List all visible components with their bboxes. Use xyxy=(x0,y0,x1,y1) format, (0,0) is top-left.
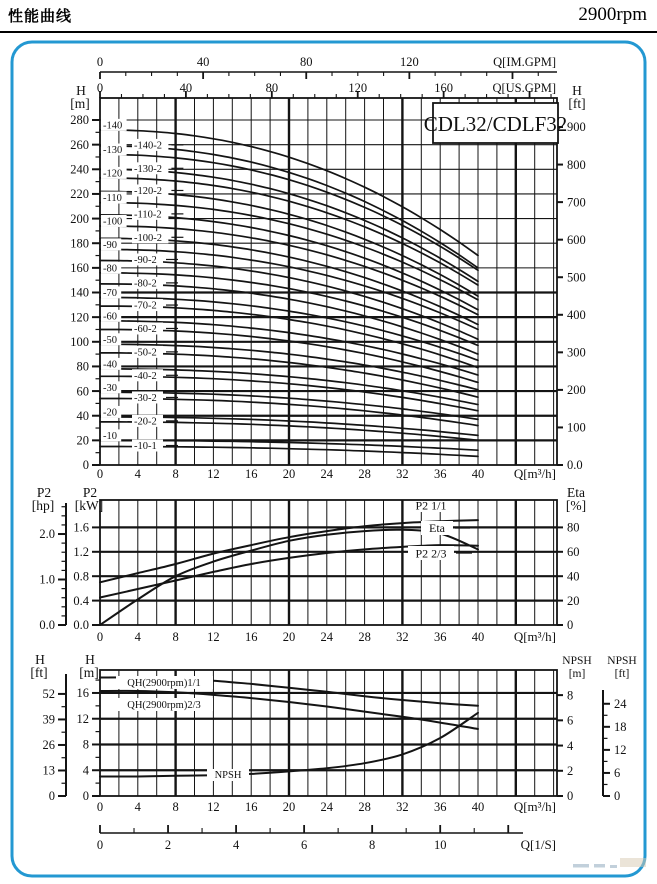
curve-label: -70 xyxy=(103,288,117,300)
tick-label: 0 xyxy=(567,618,574,633)
tick-label: 40 xyxy=(471,630,485,644)
curve-label: -120-2 xyxy=(134,186,162,198)
tick-label: 80 xyxy=(265,81,279,95)
axis-unit-label: Q[US.GPM] xyxy=(492,81,556,95)
tick-label: 0 xyxy=(567,789,574,804)
curve-label: -50-2 xyxy=(134,347,157,359)
curve-label: -40-2 xyxy=(134,370,157,382)
tick-label: 18 xyxy=(614,720,627,735)
tick-label: 32 xyxy=(396,630,409,644)
curve-label: -130-2 xyxy=(134,163,162,175)
series-label: Eta xyxy=(429,521,445,535)
tick-label: 4 xyxy=(134,630,141,644)
tick-label: 120 xyxy=(399,55,419,69)
tick-label: 39 xyxy=(42,712,55,727)
tick-label: 140 xyxy=(70,285,89,300)
watermark xyxy=(594,864,605,868)
curve-label: -20-2 xyxy=(134,416,157,428)
tick-label: 32 xyxy=(396,800,409,814)
curve-label: -40 xyxy=(103,359,117,371)
curve-label: -60-2 xyxy=(134,324,157,336)
series-label: P2 2/3 xyxy=(415,546,447,561)
curve-label: -140-2 xyxy=(134,140,162,152)
rpm-label: 2900rpm xyxy=(578,4,647,25)
tick-label: 20 xyxy=(76,433,89,448)
curve-label: -110-2 xyxy=(134,209,162,221)
tick-label: 4 xyxy=(134,800,141,814)
axis-title: [hp] xyxy=(31,498,55,513)
watermark xyxy=(573,864,589,868)
tick-label: 16 xyxy=(244,800,258,814)
tick-label: 40 xyxy=(471,467,485,481)
watermark xyxy=(620,858,646,867)
tick-label: 20 xyxy=(282,800,296,814)
tick-label: 12 xyxy=(207,630,220,644)
tick-label: 80 xyxy=(299,55,313,69)
tick-label: 0 xyxy=(96,467,104,481)
curve-label: -80 xyxy=(103,263,117,275)
curve-label: -130 xyxy=(103,145,123,157)
axis-title: [ft] xyxy=(30,665,48,680)
series-label: QH(2900rpm)2/3 xyxy=(127,699,201,711)
tick-label: 2 xyxy=(164,838,172,852)
curve-label: -60 xyxy=(103,311,117,323)
tick-label: 300 xyxy=(567,345,586,360)
tick-label: 36 xyxy=(433,467,447,481)
tick-label: 6 xyxy=(300,838,308,852)
tick-label: 24 xyxy=(320,800,334,814)
tick-label: 0.0 xyxy=(39,618,55,633)
tick-label: 1.0 xyxy=(39,572,55,587)
axis-title: H xyxy=(76,83,86,98)
curve-label: -90-2 xyxy=(134,255,157,267)
tick-label: 4 xyxy=(232,838,240,852)
tick-label: 32 xyxy=(396,467,409,481)
axis-title: [m] xyxy=(79,665,99,680)
tick-label: 60 xyxy=(76,384,89,399)
tick-label: 500 xyxy=(567,270,586,285)
curve-label: -100 xyxy=(103,216,123,228)
curve-label: -10 xyxy=(103,430,117,442)
curve-label: -90 xyxy=(103,239,117,251)
tick-label: 120 xyxy=(70,310,89,325)
curve-label: -110 xyxy=(103,193,122,205)
tick-label: 12 xyxy=(207,467,220,481)
page-title: 性能曲线 xyxy=(8,7,73,25)
tick-label: 40 xyxy=(196,55,210,69)
curve-label: -30 xyxy=(103,382,117,394)
tick-label: 24 xyxy=(320,467,334,481)
curve-label: -10-1 xyxy=(134,441,157,453)
tick-label: 12 xyxy=(614,743,627,758)
tick-label: 20 xyxy=(282,467,296,481)
tick-label: 160 xyxy=(70,261,89,276)
tick-label: 400 xyxy=(567,307,586,322)
tick-label: 0 xyxy=(96,81,104,95)
curve-label: -80-2 xyxy=(134,278,157,290)
axis-title: NPSH xyxy=(607,655,637,667)
tick-label: 2.0 xyxy=(39,527,55,542)
tick-label: 700 xyxy=(567,195,586,210)
tick-label: 100 xyxy=(567,420,586,435)
tick-label: 36 xyxy=(433,800,447,814)
tick-label: 12 xyxy=(76,711,89,726)
tick-label: 24 xyxy=(320,630,334,644)
tick-label: 8 xyxy=(172,800,179,814)
tick-label: 26 xyxy=(42,738,55,753)
tick-label: 200 xyxy=(567,383,586,398)
tick-label: 36 xyxy=(433,630,447,644)
tick-label: 13 xyxy=(42,763,55,778)
tick-label: 52 xyxy=(42,687,55,702)
watermark xyxy=(610,865,617,868)
tick-label: 180 xyxy=(70,236,89,251)
axis-title: [ft] xyxy=(568,96,586,111)
axis-title: [m] xyxy=(70,96,90,111)
tick-label: 8 xyxy=(369,838,376,852)
curve-label: -20 xyxy=(103,407,117,419)
tick-label: 8 xyxy=(567,688,574,703)
tick-label: 40 xyxy=(471,800,485,814)
axis-title: NPSH xyxy=(562,655,592,667)
tick-label: 200 xyxy=(70,211,89,226)
tick-label: 0.0 xyxy=(73,618,89,633)
tick-label: 4 xyxy=(82,763,89,778)
tick-label: 2 xyxy=(567,763,574,778)
tick-label: 40 xyxy=(179,81,193,95)
tick-label: 28 xyxy=(358,800,371,814)
series-label: P2 1/1 xyxy=(415,498,447,513)
axis-title: [ft] xyxy=(614,668,630,680)
tick-label: 0 xyxy=(96,800,104,814)
tick-label: 60 xyxy=(567,545,580,559)
axis-title: [%] xyxy=(565,498,587,513)
tick-label: 0 xyxy=(96,55,104,69)
axis-title: P2 xyxy=(36,485,52,500)
tick-label: 24 xyxy=(614,696,627,711)
tick-label: 12 xyxy=(207,800,220,814)
tick-label: 0 xyxy=(96,630,104,644)
tick-label: 28 xyxy=(358,630,371,644)
tick-label: 8 xyxy=(82,737,89,752)
tick-label: 160 xyxy=(434,81,454,95)
curve-label: -140 xyxy=(103,120,123,132)
axis-unit-label: Q[m³/h] xyxy=(513,466,556,481)
tick-label: 0 xyxy=(614,789,621,804)
plot-frame xyxy=(100,98,557,465)
tick-label: 16 xyxy=(244,630,258,644)
tick-label: 1.2 xyxy=(73,545,89,559)
tick-label: 4 xyxy=(567,738,574,753)
tick-label: 0.4 xyxy=(73,593,89,608)
axis-unit-label: Q[1/S] xyxy=(520,837,556,852)
tick-label: 20 xyxy=(567,593,580,608)
tick-label: 120 xyxy=(348,81,368,95)
series-label: QH(2900rpm)1/1 xyxy=(127,677,201,689)
tick-label: 0.8 xyxy=(73,569,89,584)
curve-label: -50 xyxy=(103,334,117,346)
curve-label: -120 xyxy=(103,168,123,180)
axis-title: [m] xyxy=(568,668,586,680)
plot-frame xyxy=(100,500,557,625)
tick-label: 220 xyxy=(70,187,89,202)
axis-title: Eta xyxy=(567,485,585,500)
tick-label: 0 xyxy=(96,838,104,852)
tick-label: 20 xyxy=(282,630,296,644)
axis-title: H xyxy=(572,83,582,98)
axis-title: H xyxy=(35,652,45,667)
tick-label: 0 xyxy=(82,458,89,473)
curve-label: -30-2 xyxy=(134,393,157,405)
axis-title: [kW] xyxy=(74,498,104,513)
model-title: CDL32/CDLF32 xyxy=(423,112,568,136)
tick-label: 8 xyxy=(172,467,179,481)
tick-label: 16 xyxy=(76,686,89,701)
axis-title: P2 xyxy=(82,485,98,500)
axis-title: H xyxy=(85,652,95,667)
page-header xyxy=(0,0,657,33)
tick-label: 100 xyxy=(70,334,89,349)
tick-label: 260 xyxy=(70,137,89,152)
tick-label: 240 xyxy=(70,162,89,177)
tick-label: 600 xyxy=(567,232,586,247)
curve-label: -70-2 xyxy=(134,300,157,312)
tick-label: 280 xyxy=(70,113,89,128)
tick-label: 28 xyxy=(358,467,371,481)
tick-label: 10 xyxy=(433,838,447,852)
series-label: NPSH xyxy=(214,770,242,782)
tick-label: 80 xyxy=(76,359,89,374)
axis-unit-label: Q[m³/h] xyxy=(513,799,556,814)
tick-label: 8 xyxy=(172,630,179,644)
tick-label: 1.6 xyxy=(73,520,89,535)
tick-label: 0 xyxy=(82,789,89,804)
tick-label: 40 xyxy=(567,569,580,584)
tick-label: 800 xyxy=(567,157,586,172)
tick-label: 80 xyxy=(567,520,580,535)
tick-label: 0 xyxy=(48,789,55,804)
tick-label: 16 xyxy=(244,467,258,481)
tick-label: 4 xyxy=(134,467,141,481)
axis-unit-label: Q[IM.GPM] xyxy=(493,55,556,69)
tick-label: 900 xyxy=(567,120,586,135)
tick-label: 6 xyxy=(567,713,574,728)
tick-label: 40 xyxy=(76,408,89,423)
curve-label: -100-2 xyxy=(134,232,162,244)
tick-label: 0.0 xyxy=(567,458,583,473)
axis-unit-label: Q[m³/h] xyxy=(513,629,556,644)
tick-label: 6 xyxy=(614,766,621,781)
